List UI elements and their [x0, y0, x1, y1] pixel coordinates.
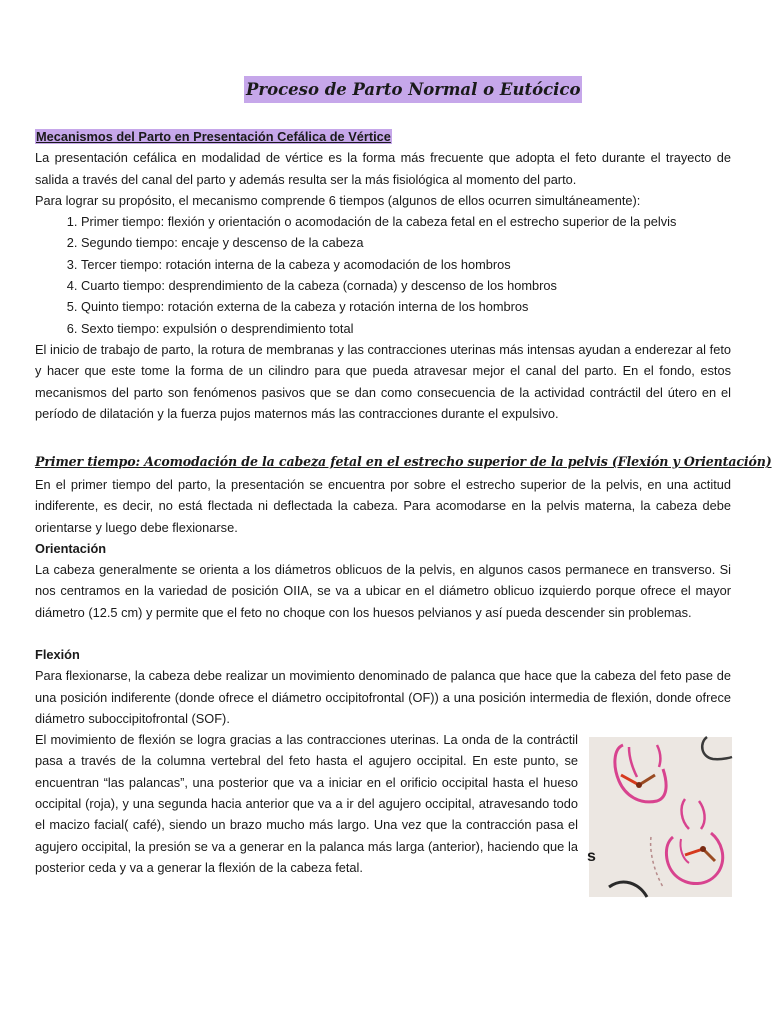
- document-title: Proceso de Parto Normal o Eutócico: [244, 76, 582, 103]
- paragraph-flexion-mechanism: El movimiento de flexión se logra gracias a las contracciones uterinas. La onda de la contráctil pasa a través de la columna vertebral del feto hasta el agujero occipital. En este punto, se encuentran “las palancas”, una posterior que va a iniciar en el orificio occipital hasta el hueso occipital (roja), y una segunda hacia anterior que va a ir del agujero occipital, atravesando todo el macizo facial( café), siendo un brazo mucho más largo. Una vez que la contracción pasa el agujero occipital, la presión se va a generar en la palanca más larga (anterior), haciendo que la posterior ceda y va a generar la flexión de la cabeza fetal.: [35, 732, 578, 875]
- list-item: 3. Tercer tiempo: rotación interna de la cabeza y acomodación de los hombros: [81, 254, 731, 275]
- section-heading-mechanisms: Mecanismos del Parto en Presentación Cefálica de Vértice: [36, 129, 391, 144]
- paragraph-labor-onset: El inicio de trabajo de parto, la rotura de membranas y las contracciones uterinas más intensas ayudan a enderezar al feto y hacer que este tome la forma de un cilindro para que pueda atravesar mejor el canal del parto. En el fondo, estos mecanismos del parto son fenómenos pasivos que se dan como consecuencia de la actividad contráctil del útero en el período de dilatación y la fuerza pujos maternos más las contracciones durante el expulsivo.: [35, 341, 731, 421]
- section-mechanisms: [35, 126, 731, 424]
- paragraph-purpose: Para lograr su propósito, el mecanismo comprende 6 tiempos (algunos de ellos ocurren simultáneamente):: [35, 192, 641, 208]
- list-item: 2. Segundo tiempo: encaje y descenso de la cabeza: [81, 232, 731, 253]
- list-item: 6. Sexto tiempo: expulsión o desprendimiento total: [81, 318, 731, 339]
- list-item: 5. Quinto tiempo: rotación externa de la cabeza y rotación interna de los hombros: [81, 296, 731, 317]
- figure-edge-letter: s: [587, 848, 596, 865]
- section-first-time-heading-wrap: [35, 451, 772, 472]
- orientation-heading: Orientación: [35, 540, 107, 556]
- paragraph-flexion-lever: Para flexionarse, la cabeza debe realizar un movimiento denominado de palanca que hace que la cabeza del feto pase de una posición indiferente (donde ofrece el diámetro occipitofrontal (OF)) a una posición intermedia de flexión, donde ofrece diámetro suboccipitofrontal (SOF).: [35, 668, 731, 726]
- section-first-time: [35, 474, 731, 623]
- paragraph-first-time-intro: En el primer tiempo del parto, la presentación se encuentra por sobre el estrecho superior de la pelvis, en una actitud indiferente, es decir, no está flectada ni deflectada la cabeza. Para acomodarse en la pelvis materna, la cabeza debe orientarse y luego debe flexionarse.: [35, 477, 731, 535]
- fetal-head-levers-drawing: [589, 737, 732, 897]
- flexion-diagram-photo: [589, 737, 732, 897]
- list-item: 1. Primer tiempo: flexión y orientación o acomodación de la cabeza fetal en el estrecho superior de la pelvis: [81, 211, 731, 232]
- paragraph-orientation: La cabeza generalmente se orienta a los diámetros oblicuos de la pelvis, en algunos casos permanece en transverso. Si nos centramos en la variedad de posición OIIA, se va a ubicar en el diámetro oblicuo izquierdo porque ofrece el mayor diámetro (12.5 cm) y permite que el feto no choque con los huesos pelvianos y así pueda descender sin problemas.: [35, 562, 731, 620]
- paragraph-presentation: La presentación cefálica en modalidad de vértice es la forma más frecuente que adopta el feto durante el trayecto de salida a través del canal del parto y además resulta ser la más fisiológica al momento del parto.: [35, 150, 731, 187]
- steps-list: [35, 211, 731, 339]
- list-item: 4. Cuarto tiempo: desprendimiento de la cabeza (cornada) y descenso de los hombros: [81, 275, 731, 296]
- section-heading-first-time: Primer tiempo: Acomodación de la cabeza fetal en el estrecho superior de la pelvis (Flexión y Orientación): [35, 454, 772, 469]
- flexion-heading: Flexión: [35, 647, 80, 662]
